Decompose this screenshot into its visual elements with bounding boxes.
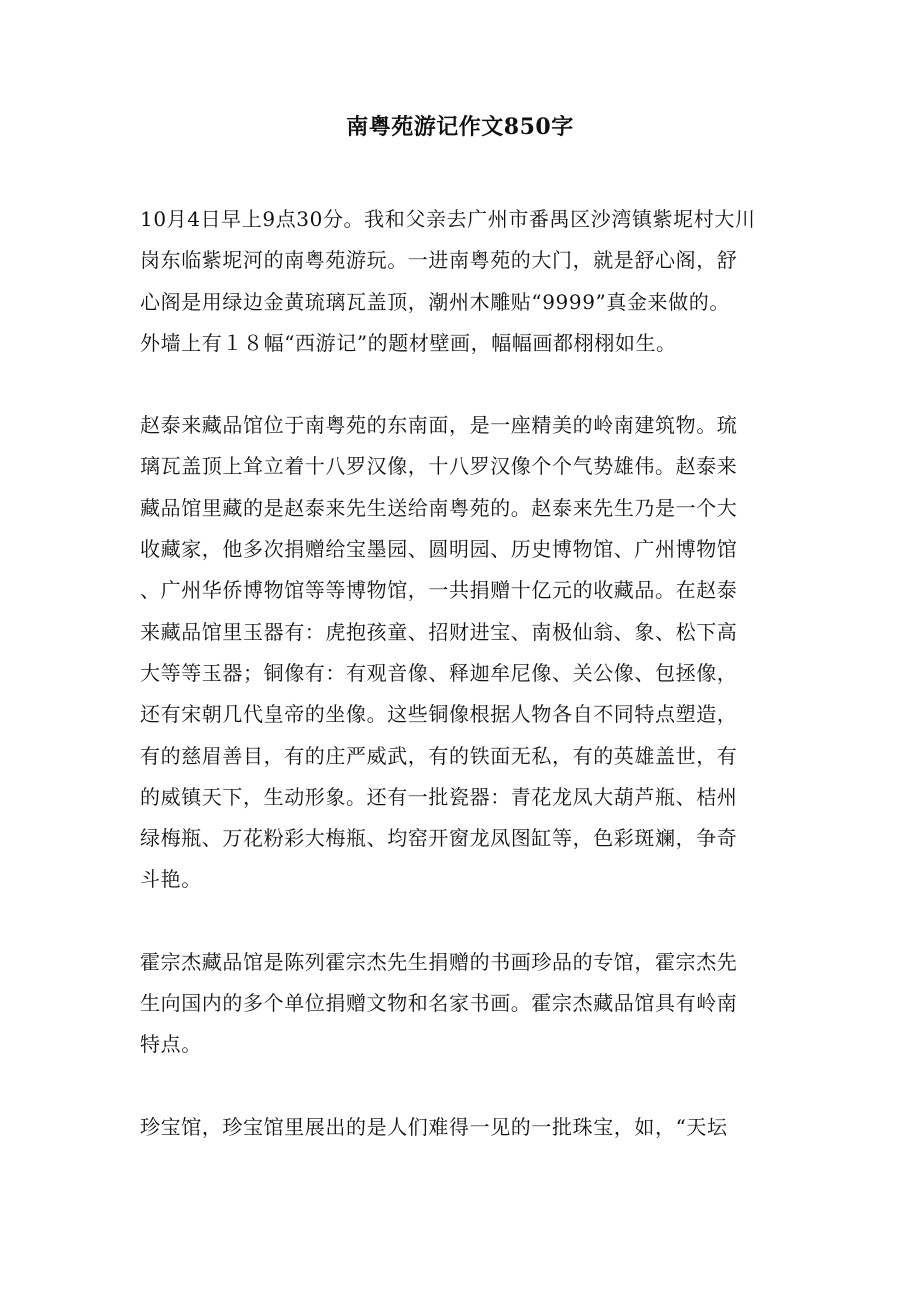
paragraph-2 <box>140 405 780 901</box>
paragraph-line: 收藏家，他多次捐赠给宝墨园、圆明园、历史博物馆、广州博物馆 <box>140 537 738 562</box>
paragraph-line: 珍宝馆，珍宝馆里展出的是人们难得一见的一批珠宝，如，“天坛 <box>140 1114 728 1139</box>
paragraph-line: 霍宗杰藏品馆是陈列霍宗杰先生捐赠的书画珍品的专馆，霍宗杰先 <box>140 949 738 974</box>
paragraph-line: 璃瓦盖顶上耸立着十八罗汉像，十八罗汉像个个气势雄伟。赵泰来 <box>140 454 738 479</box>
paragraph-line: 10月4日早上9点30分。我和父亲去广州市番禺区沙湾镇紫坭村大川 <box>140 207 756 231</box>
paragraph-3 <box>140 942 780 1066</box>
paragraph-line: 特点。 <box>140 1032 202 1057</box>
paragraph-line: 赵泰来藏品馆位于南粤苑的东南面，是一座精美的岭南建筑物。琉 <box>140 413 738 438</box>
paragraph-line: 来藏品馆里玉器有：虎抱孩童、招财进宝、南极仙翁、象、松下高 <box>140 619 738 644</box>
document-title: 南粤苑游记作文850字 <box>346 114 574 140</box>
document-body <box>140 199 780 1189</box>
paragraph-4 <box>140 1107 780 1148</box>
paragraph-line: 的威镇天下，生动形象。还有一批瓷器：青花龙凤大葫芦瓶、桔州 <box>140 784 738 809</box>
paragraph-line: 生向国内的多个单位捐赠文物和名家书画。霍宗杰藏品馆具有岭南 <box>140 991 738 1016</box>
paragraph-line: 、广州华侨博物馆等等博物馆，一共捐赠十亿元的收藏品。在赵泰 <box>140 578 738 603</box>
paragraph-line: 斗艳。 <box>140 867 202 892</box>
paragraph-line: 大等等玉器；铜像有：有观音像、释迦牟尼像、关公像、包拯像， <box>140 660 738 685</box>
paragraph-1 <box>140 199 780 364</box>
paragraph-line: 藏品馆里藏的是赵泰来先生送给南粤苑的。赵泰来先生乃是一个大 <box>140 495 738 520</box>
paragraph-line: 还有宋朝几代皇帝的坐像。这些铜像根据人物各自不同特点塑造， <box>140 702 738 727</box>
paragraph-line: 岗东临紫坭河的南粤苑游玩。一进南粤苑的大门，就是舒心阁，舒 <box>140 248 738 273</box>
paragraph-line: 心阁是用绿边金黄琉璃瓦盖顶，潮州木雕贴“9999”真金来做的。 <box>140 289 730 314</box>
paragraph-line: 有的慈眉善目，有的庄严威武，有的铁面无私，有的英雄盖世，有 <box>140 743 738 768</box>
paragraph-line: 绿梅瓶、万花粉彩大梅瓶、均窑开窗龙凤图缸等，色彩斑斓，争奇 <box>140 826 738 851</box>
paragraph-line: 外墙上有１８幅“西游记”的题材壁画，幅幅画都栩栩如生。 <box>140 330 677 355</box>
